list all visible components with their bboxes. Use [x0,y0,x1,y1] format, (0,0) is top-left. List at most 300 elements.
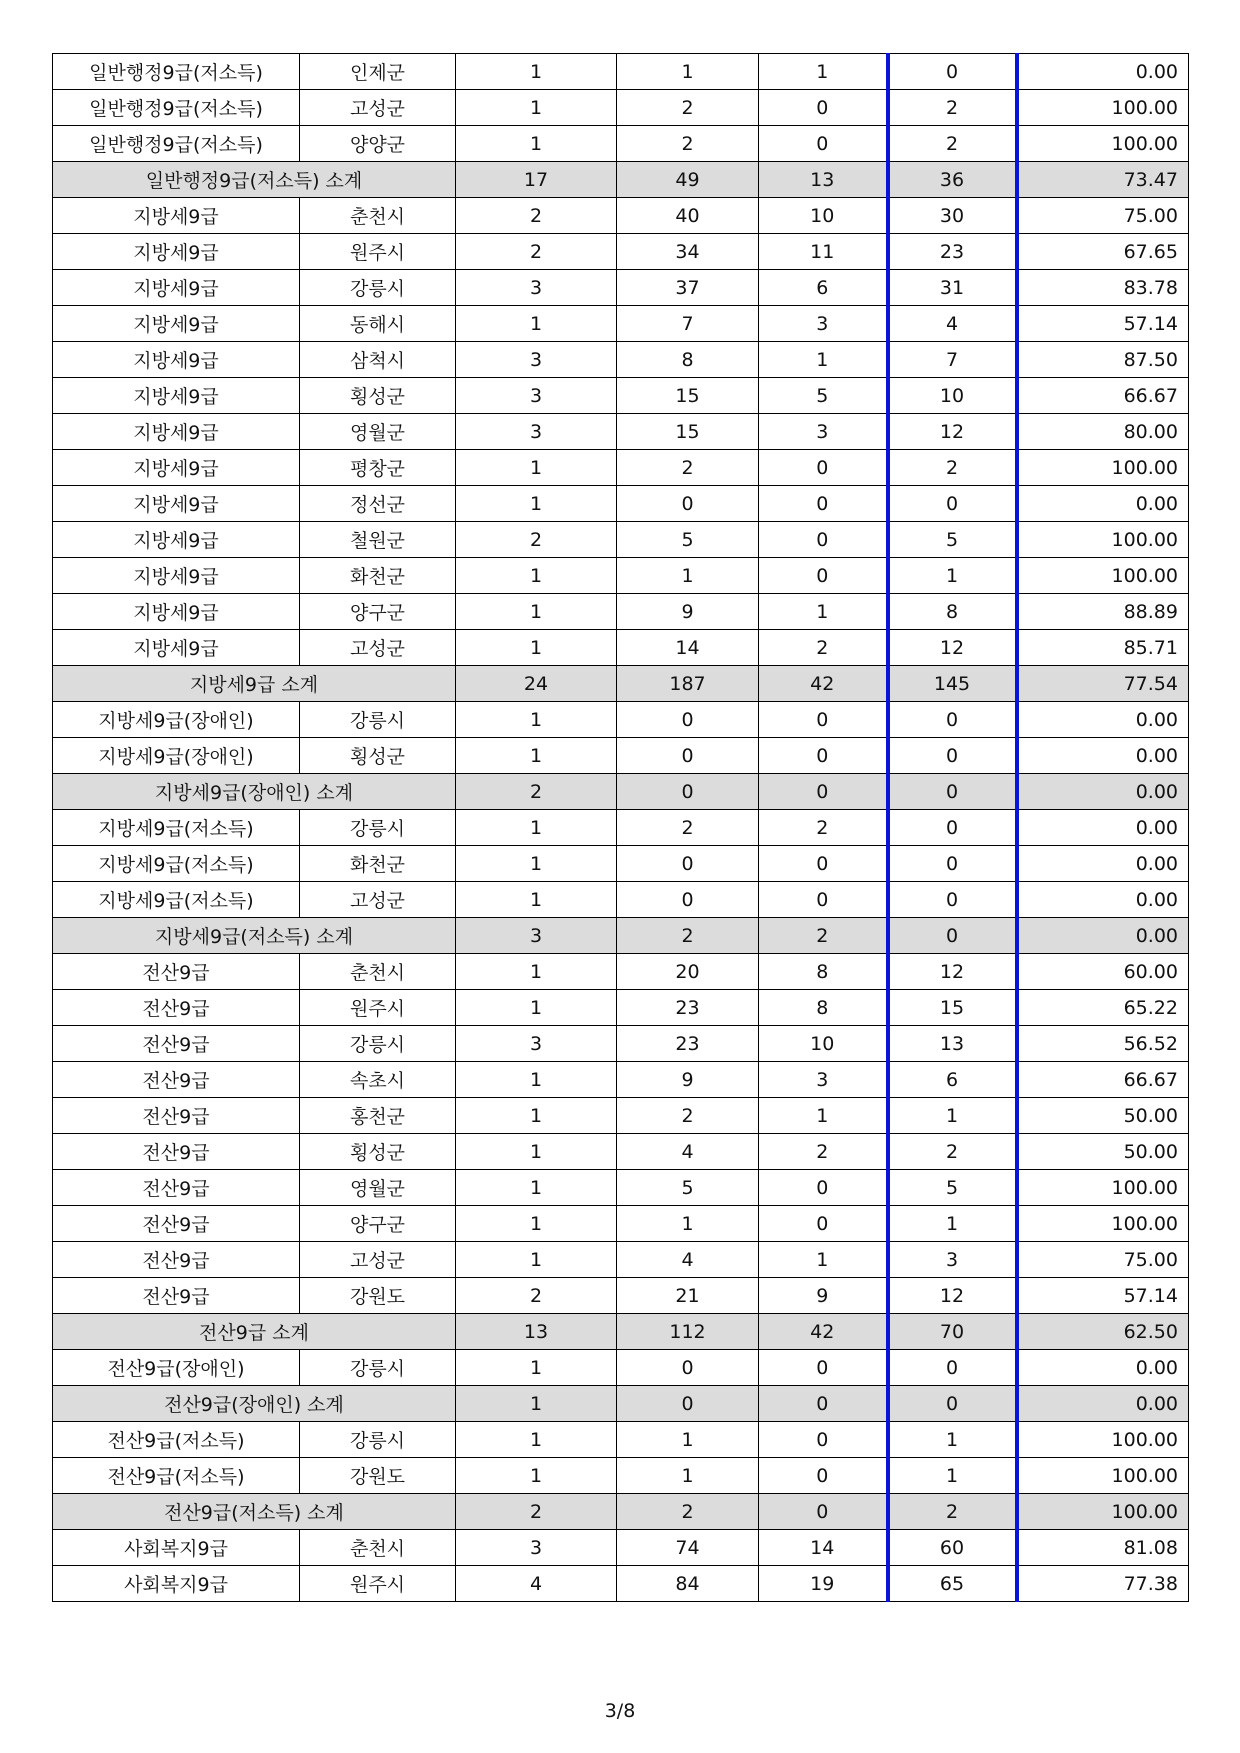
region-cell: 삼척시 [300,342,456,378]
region-cell: 양구군 [300,1206,456,1242]
table-row [53,54,1189,90]
count-cell-1: 2 [456,234,617,270]
category-cell: 전산9급 [53,990,300,1026]
region-cell: 고성군 [300,882,456,918]
count-cell-2: 0 [617,882,759,918]
table-row [53,414,1189,450]
count-cell-2: 5 [617,522,759,558]
rate-cell: 67.65 [1017,234,1189,270]
rate-cell: 66.67 [1017,378,1189,414]
subtotal-row [53,1314,1189,1350]
category-cell: 전산9급(저소득) [53,1422,300,1458]
count-cell-1: 3 [456,918,617,954]
region-cell: 화천군 [300,846,456,882]
table-row [53,810,1189,846]
count-cell-4: 12 [888,414,1017,450]
region-cell: 강릉시 [300,1350,456,1386]
subtotal-label: 일반행정9급(저소득) 소계 [53,162,456,198]
count-cell-1: 1 [456,1062,617,1098]
count-cell-4: 10 [888,378,1017,414]
rate-cell: 0.00 [1017,54,1189,90]
category-cell: 일반행정9급(저소득) [53,126,300,162]
count-cell-1: 2 [456,1278,617,1314]
table-row [53,558,1189,594]
count-cell-1: 1 [456,846,617,882]
region-cell: 평창군 [300,450,456,486]
count-cell-3: 11 [759,234,888,270]
count-cell-3: 6 [759,270,888,306]
region-cell: 강원도 [300,1278,456,1314]
table-row [53,306,1189,342]
count-cell-3: 0 [759,702,888,738]
count-cell-1: 1 [456,306,617,342]
rate-cell: 0.00 [1017,810,1189,846]
region-cell: 횡성군 [300,1134,456,1170]
rate-cell: 100.00 [1017,522,1189,558]
rate-cell: 0.00 [1017,882,1189,918]
count-cell-2: 9 [617,594,759,630]
count-cell-3: 0 [759,882,888,918]
count-cell-1: 1 [456,486,617,522]
count-cell-3: 0 [759,1422,888,1458]
count-cell-4: 0 [888,738,1017,774]
category-cell: 사회복지9급 [53,1566,300,1602]
count-cell-3: 1 [759,1098,888,1134]
count-cell-2: 0 [617,486,759,522]
table-row [53,846,1189,882]
rate-cell: 0.00 [1017,486,1189,522]
count-cell-1: 24 [456,666,617,702]
region-cell: 강릉시 [300,1026,456,1062]
count-cell-4: 145 [888,666,1017,702]
count-cell-3: 19 [759,1566,888,1602]
count-cell-1: 13 [456,1314,617,1350]
category-cell: 지방세9급 [53,486,300,522]
count-cell-2: 112 [617,1314,759,1350]
table-row [53,882,1189,918]
count-cell-4: 2 [888,126,1017,162]
count-cell-3: 0 [759,558,888,594]
count-cell-1: 3 [456,270,617,306]
count-cell-2: 2 [617,450,759,486]
count-cell-2: 0 [617,774,759,810]
count-cell-3: 0 [759,738,888,774]
count-cell-1: 1 [456,1386,617,1422]
rate-cell: 100.00 [1017,558,1189,594]
region-cell: 강원도 [300,1458,456,1494]
category-cell: 지방세9급 [53,342,300,378]
rate-cell: 100.00 [1017,1422,1189,1458]
rate-cell: 87.50 [1017,342,1189,378]
count-cell-4: 6 [888,1062,1017,1098]
count-cell-4: 1 [888,1458,1017,1494]
count-cell-3: 0 [759,1350,888,1386]
count-cell-4: 0 [888,882,1017,918]
rate-cell: 0.00 [1017,918,1189,954]
count-cell-3: 0 [759,1386,888,1422]
count-cell-4: 36 [888,162,1017,198]
count-cell-3: 3 [759,414,888,450]
rate-cell: 81.08 [1017,1530,1189,1566]
table-row [53,1062,1189,1098]
count-cell-2: 49 [617,162,759,198]
count-cell-1: 1 [456,1350,617,1386]
count-cell-4: 65 [888,1566,1017,1602]
region-cell: 동해시 [300,306,456,342]
rate-cell: 73.47 [1017,162,1189,198]
table-row [53,1422,1189,1458]
count-cell-1: 1 [456,1098,617,1134]
region-cell: 화천군 [300,558,456,594]
count-cell-2: 34 [617,234,759,270]
count-cell-2: 0 [617,702,759,738]
table-row [53,738,1189,774]
count-cell-2: 0 [617,846,759,882]
count-cell-3: 0 [759,774,888,810]
count-cell-2: 84 [617,1566,759,1602]
table-row [53,270,1189,306]
count-cell-1: 1 [456,630,617,666]
count-cell-4: 0 [888,54,1017,90]
category-cell: 일반행정9급(저소득) [53,90,300,126]
category-cell: 전산9급 [53,1062,300,1098]
count-cell-2: 2 [617,1098,759,1134]
count-cell-4: 2 [888,90,1017,126]
rate-cell: 83.78 [1017,270,1189,306]
table-row [53,1278,1189,1314]
subtotal-row [53,1494,1189,1530]
rate-cell: 56.52 [1017,1026,1189,1062]
count-cell-3: 8 [759,990,888,1026]
count-cell-4: 0 [888,846,1017,882]
table-row [53,342,1189,378]
count-cell-1: 3 [456,1530,617,1566]
count-cell-3: 9 [759,1278,888,1314]
rate-cell: 80.00 [1017,414,1189,450]
rate-cell: 77.54 [1017,666,1189,702]
category-cell: 전산9급(장애인) [53,1350,300,1386]
category-cell: 지방세9급 [53,306,300,342]
category-cell: 전산9급 [53,1206,300,1242]
rate-cell: 100.00 [1017,126,1189,162]
region-cell: 영월군 [300,414,456,450]
rate-cell: 57.14 [1017,306,1189,342]
count-cell-1: 1 [456,882,617,918]
count-cell-4: 0 [888,702,1017,738]
count-cell-1: 1 [456,810,617,846]
count-cell-1: 1 [456,594,617,630]
count-cell-1: 1 [456,1242,617,1278]
count-cell-4: 0 [888,774,1017,810]
table-row [53,486,1189,522]
rate-cell: 57.14 [1017,1278,1189,1314]
count-cell-2: 2 [617,1494,759,1530]
page-number: 3/8 [604,1700,636,1722]
rate-cell: 85.71 [1017,630,1189,666]
rate-cell: 100.00 [1017,1170,1189,1206]
table-row [53,954,1189,990]
count-cell-1: 1 [456,1458,617,1494]
category-cell: 일반행정9급(저소득) [53,54,300,90]
count-cell-3: 5 [759,378,888,414]
subtotal-label: 지방세9급 소계 [53,666,456,702]
table-row [53,1242,1189,1278]
region-cell: 강릉시 [300,1422,456,1458]
count-cell-1: 1 [456,1206,617,1242]
count-cell-3: 0 [759,486,888,522]
subtotal-row [53,162,1189,198]
count-cell-1: 4 [456,1566,617,1602]
table-row [53,1530,1189,1566]
count-cell-2: 8 [617,342,759,378]
region-cell: 고성군 [300,90,456,126]
category-cell: 전산9급 [53,1134,300,1170]
category-cell: 전산9급(저소득) [53,1458,300,1494]
table-row [53,1026,1189,1062]
count-cell-2: 20 [617,954,759,990]
table-row [53,126,1189,162]
count-cell-3: 13 [759,162,888,198]
count-cell-4: 7 [888,342,1017,378]
count-cell-2: 15 [617,378,759,414]
count-cell-3: 1 [759,594,888,630]
region-cell: 속초시 [300,1062,456,1098]
category-cell: 지방세9급(장애인) [53,702,300,738]
region-cell: 홍천군 [300,1098,456,1134]
table-row [53,1206,1189,1242]
count-cell-1: 1 [456,1134,617,1170]
count-cell-3: 1 [759,54,888,90]
region-cell: 고성군 [300,1242,456,1278]
subtotal-row [53,774,1189,810]
count-cell-4: 3 [888,1242,1017,1278]
rate-cell: 88.89 [1017,594,1189,630]
count-cell-3: 0 [759,1170,888,1206]
count-cell-2: 1 [617,54,759,90]
results-table [52,53,1189,1602]
rate-cell: 62.50 [1017,1314,1189,1350]
count-cell-3: 0 [759,846,888,882]
count-cell-4: 0 [888,1350,1017,1386]
table-row [53,450,1189,486]
category-cell: 지방세9급 [53,630,300,666]
count-cell-3: 2 [759,1134,888,1170]
count-cell-2: 2 [617,810,759,846]
count-cell-4: 31 [888,270,1017,306]
count-cell-4: 5 [888,1170,1017,1206]
count-cell-2: 7 [617,306,759,342]
count-cell-2: 74 [617,1530,759,1566]
count-cell-2: 21 [617,1278,759,1314]
category-cell: 지방세9급 [53,594,300,630]
count-cell-4: 1 [888,558,1017,594]
count-cell-1: 2 [456,522,617,558]
category-cell: 전산9급 [53,1026,300,1062]
subtotal-label: 전산9급(저소득) 소계 [53,1494,456,1530]
table-row [53,1134,1189,1170]
table-row [53,1458,1189,1494]
count-cell-2: 40 [617,198,759,234]
count-cell-4: 0 [888,918,1017,954]
category-cell: 지방세9급(저소득) [53,846,300,882]
subtotal-row [53,918,1189,954]
count-cell-2: 37 [617,270,759,306]
category-cell: 지방세9급 [53,198,300,234]
table-row [53,234,1189,270]
region-cell: 춘천시 [300,954,456,990]
rate-cell: 75.00 [1017,1242,1189,1278]
rate-cell: 100.00 [1017,450,1189,486]
subtotal-row [53,666,1189,702]
count-cell-2: 1 [617,558,759,594]
count-cell-2: 0 [617,738,759,774]
count-cell-1: 1 [456,738,617,774]
count-cell-3: 10 [759,198,888,234]
rate-cell: 60.00 [1017,954,1189,990]
subtotal-label: 지방세9급(장애인) 소계 [53,774,456,810]
category-cell: 전산9급 [53,1242,300,1278]
count-cell-2: 0 [617,1350,759,1386]
category-cell: 지방세9급 [53,558,300,594]
category-cell: 지방세9급(저소득) [53,810,300,846]
count-cell-2: 15 [617,414,759,450]
count-cell-4: 2 [888,1494,1017,1530]
region-cell: 영월군 [300,1170,456,1206]
count-cell-4: 12 [888,1278,1017,1314]
rate-cell: 66.67 [1017,1062,1189,1098]
subtotal-label: 전산9급(장애인) 소계 [53,1386,456,1422]
rate-cell: 0.00 [1017,774,1189,810]
count-cell-2: 4 [617,1134,759,1170]
region-cell: 강릉시 [300,270,456,306]
count-cell-4: 60 [888,1530,1017,1566]
count-cell-4: 8 [888,594,1017,630]
count-cell-4: 1 [888,1098,1017,1134]
region-cell: 강릉시 [300,702,456,738]
table-row [53,702,1189,738]
category-cell: 지방세9급 [53,450,300,486]
count-cell-2: 0 [617,1386,759,1422]
count-cell-2: 1 [617,1422,759,1458]
count-cell-4: 12 [888,954,1017,990]
category-cell: 전산9급 [53,1170,300,1206]
count-cell-1: 3 [456,342,617,378]
count-cell-2: 1 [617,1206,759,1242]
region-cell: 정선군 [300,486,456,522]
count-cell-3: 10 [759,1026,888,1062]
count-cell-1: 3 [456,1026,617,1062]
count-cell-4: 0 [888,810,1017,846]
region-cell: 양양군 [300,126,456,162]
count-cell-2: 2 [617,126,759,162]
table-row [53,1566,1189,1602]
table-row [53,1098,1189,1134]
rate-cell: 65.22 [1017,990,1189,1026]
count-cell-3: 42 [759,1314,888,1350]
count-cell-1: 1 [456,990,617,1026]
table-row [53,990,1189,1026]
count-cell-3: 0 [759,450,888,486]
count-cell-4: 1 [888,1422,1017,1458]
count-cell-4: 30 [888,198,1017,234]
region-cell: 고성군 [300,630,456,666]
count-cell-2: 5 [617,1170,759,1206]
table-row [53,1350,1189,1386]
table-row [53,90,1189,126]
rate-cell: 77.38 [1017,1566,1189,1602]
count-cell-1: 3 [456,378,617,414]
count-cell-4: 13 [888,1026,1017,1062]
rate-cell: 100.00 [1017,90,1189,126]
category-cell: 지방세9급 [53,270,300,306]
count-cell-3: 0 [759,90,888,126]
count-cell-1: 1 [456,450,617,486]
count-cell-4: 70 [888,1314,1017,1350]
category-cell: 지방세9급(장애인) [53,738,300,774]
count-cell-4: 2 [888,450,1017,486]
region-cell: 원주시 [300,1566,456,1602]
subtotal-label: 전산9급 소계 [53,1314,456,1350]
count-cell-4: 0 [888,486,1017,522]
rate-cell: 0.00 [1017,738,1189,774]
count-cell-1: 1 [456,558,617,594]
count-cell-2: 1 [617,1458,759,1494]
count-cell-4: 23 [888,234,1017,270]
count-cell-3: 1 [759,1242,888,1278]
region-cell: 인제군 [300,54,456,90]
count-cell-2: 4 [617,1242,759,1278]
count-cell-3: 1 [759,342,888,378]
rate-cell: 0.00 [1017,702,1189,738]
count-cell-1: 2 [456,198,617,234]
count-cell-2: 9 [617,1062,759,1098]
count-cell-3: 0 [759,126,888,162]
count-cell-4: 4 [888,306,1017,342]
count-cell-1: 1 [456,954,617,990]
count-cell-1: 1 [456,1170,617,1206]
category-cell: 지방세9급 [53,234,300,270]
count-cell-2: 2 [617,918,759,954]
count-cell-4: 2 [888,1134,1017,1170]
region-cell: 원주시 [300,234,456,270]
subtotal-row [53,1386,1189,1422]
count-cell-1: 1 [456,702,617,738]
category-cell: 전산9급 [53,1278,300,1314]
count-cell-3: 2 [759,810,888,846]
count-cell-3: 0 [759,522,888,558]
count-cell-1: 17 [456,162,617,198]
subtotal-label: 지방세9급(저소득) 소계 [53,918,456,954]
rate-cell: 50.00 [1017,1098,1189,1134]
count-cell-4: 15 [888,990,1017,1026]
region-cell: 양구군 [300,594,456,630]
count-cell-3: 14 [759,1530,888,1566]
category-cell: 지방세9급 [53,522,300,558]
count-cell-3: 0 [759,1206,888,1242]
count-cell-3: 3 [759,306,888,342]
table-row [53,594,1189,630]
region-cell: 횡성군 [300,738,456,774]
rate-cell: 100.00 [1017,1494,1189,1530]
category-cell: 지방세9급 [53,414,300,450]
category-cell: 지방세9급 [53,378,300,414]
count-cell-2: 23 [617,1026,759,1062]
rate-cell: 50.00 [1017,1134,1189,1170]
count-cell-4: 0 [888,1386,1017,1422]
rate-cell: 75.00 [1017,198,1189,234]
count-cell-1: 3 [456,414,617,450]
count-cell-1: 2 [456,1494,617,1530]
